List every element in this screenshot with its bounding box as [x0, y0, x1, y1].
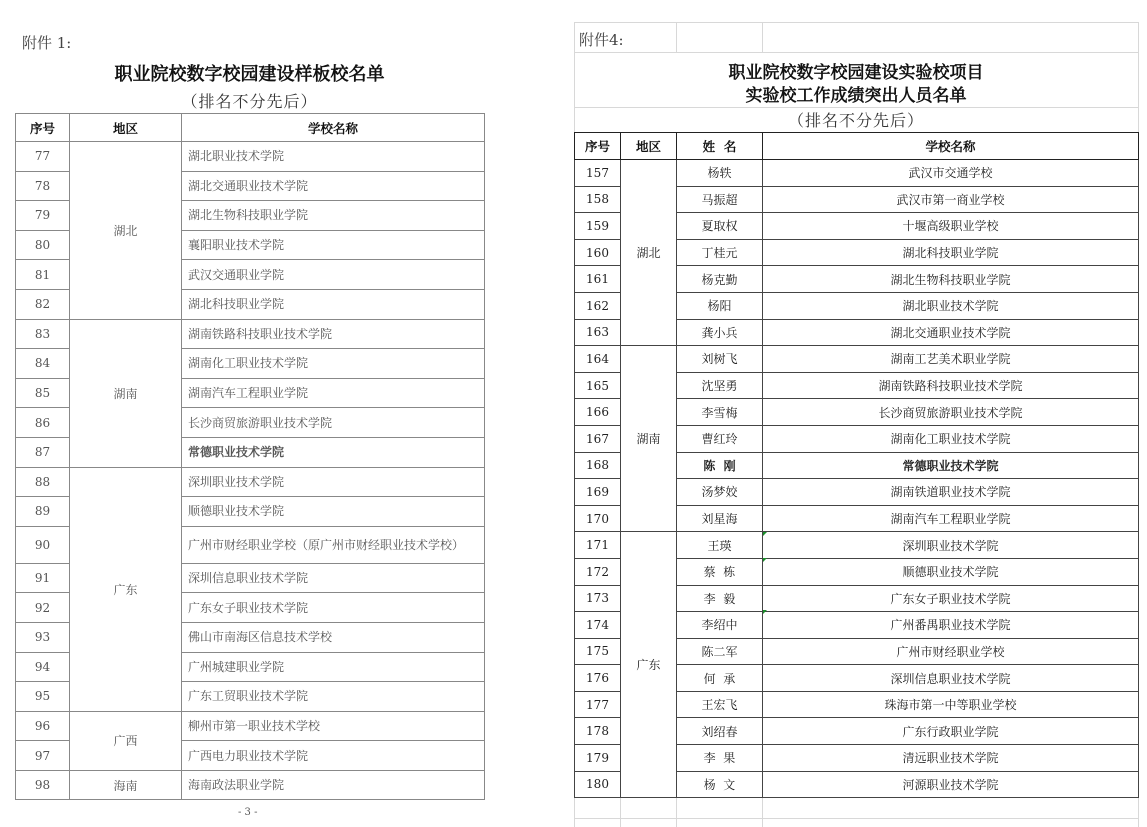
row-number: 84	[16, 349, 70, 379]
table-header-row	[16, 114, 485, 142]
row-number: 95	[16, 682, 70, 712]
person-name: 李绍中	[677, 612, 763, 639]
row-number: 83	[16, 319, 70, 349]
row-number: 93	[16, 622, 70, 652]
header-number: 序号	[16, 114, 70, 142]
person-name: 蔡 栋	[677, 558, 763, 585]
person-name: 曹红玲	[677, 425, 763, 452]
school-list-table	[15, 113, 485, 800]
school-name: 湖南化工职业技术学院	[182, 349, 485, 379]
school-name: 广州市财经职业学校	[763, 638, 1139, 665]
header-number: 序号	[575, 133, 621, 160]
person-name: 王宏飞	[677, 691, 763, 718]
school-name: 河源职业技术学院	[763, 771, 1139, 798]
row-number: 88	[16, 467, 70, 497]
school-name: 广东女子职业技术学院	[182, 593, 485, 623]
row-number: 175	[575, 638, 621, 665]
school-name: 常德职业技术学院	[182, 437, 485, 467]
table-row	[575, 532, 1139, 559]
school-name: 湖北职业技术学院	[182, 142, 485, 172]
school-name: 深圳信息职业技术学院	[763, 665, 1139, 692]
person-name: 沈坚勇	[677, 372, 763, 399]
row-number: 85	[16, 378, 70, 408]
row-number: 161	[575, 266, 621, 293]
region-cell: 湖北	[621, 160, 677, 346]
grid-line	[574, 22, 1138, 23]
row-number: 180	[575, 771, 621, 798]
grid-line	[762, 22, 763, 52]
school-name: 湖南汽车工程职业学院	[763, 505, 1139, 532]
person-name: 马振超	[677, 186, 763, 213]
school-name: 十堰高级职业学校	[763, 213, 1139, 240]
school-name: 湖北生物科技职业学院	[763, 266, 1139, 293]
region-cell: 湖北	[70, 142, 182, 320]
cell-comment-marker	[763, 532, 767, 536]
school-name: 广州城建职业学院	[182, 652, 485, 682]
school-name: 湖南铁路科技职业技术学院	[182, 319, 485, 349]
school-name: 深圳信息职业技术学院	[182, 563, 485, 593]
right-spreadsheet-page	[560, 0, 1147, 827]
grid-line	[1138, 797, 1139, 827]
attachment-label: 附件4:	[579, 31, 624, 49]
person-name: 杨 文	[677, 771, 763, 798]
row-number: 97	[16, 741, 70, 771]
document-subtitle: （排名不分先后）	[181, 92, 318, 111]
person-name: 龚小兵	[677, 319, 763, 346]
school-name: 顺德职业技术学院	[182, 497, 485, 527]
document-title-line2: 实验校工作成绩突出人员名单	[745, 86, 967, 106]
school-name: 襄阳职业技术学院	[182, 230, 485, 260]
school-name: 深圳职业技术学院	[182, 467, 485, 497]
document-title: 职业院校数字校园建设样板校名单	[114, 64, 385, 85]
school-name: 广州番禺职业技术学院	[763, 612, 1139, 639]
row-number: 167	[575, 425, 621, 452]
region-cell: 湖南	[621, 346, 677, 532]
attachment-label: 附件 1:	[22, 34, 72, 52]
school-name: 湖南汽车工程职业学院	[182, 378, 485, 408]
school-name: 湖北生物科技职业学院	[182, 201, 485, 231]
row-number: 170	[575, 505, 621, 532]
row-number: 81	[16, 260, 70, 290]
school-name: 武汉市交通学校	[763, 160, 1139, 187]
row-number: 78	[16, 171, 70, 201]
page-number: - 3 -	[238, 807, 258, 818]
grid-line	[574, 797, 575, 827]
school-name: 长沙商贸旅游职业技术学院	[763, 399, 1139, 426]
row-number: 159	[575, 213, 621, 240]
row-number: 163	[575, 319, 621, 346]
school-name: 湖南铁道职业技术学院	[763, 479, 1139, 506]
school-name: 佛山市南海区信息技术学校	[182, 622, 485, 652]
row-number: 94	[16, 652, 70, 682]
row-number: 89	[16, 497, 70, 527]
table-row	[16, 142, 485, 172]
cell-comment-marker	[763, 558, 767, 562]
school-name: 武汉交通职业学院	[182, 260, 485, 290]
row-number: 177	[575, 691, 621, 718]
table-row	[16, 711, 485, 741]
school-name: 深圳职业技术学院	[763, 532, 1139, 559]
row-number: 86	[16, 408, 70, 438]
table-row	[16, 770, 485, 800]
row-number: 87	[16, 437, 70, 467]
school-name: 湖北职业技术学院	[763, 292, 1139, 319]
row-number: 164	[575, 346, 621, 373]
grid-line	[676, 797, 677, 827]
cell-comment-marker	[763, 610, 767, 614]
staff-list-table	[574, 132, 1139, 798]
school-name: 海南政法职业学院	[182, 770, 485, 800]
row-number: 160	[575, 239, 621, 266]
row-number: 79	[16, 201, 70, 231]
left-document-page	[0, 0, 520, 827]
row-number: 179	[575, 745, 621, 772]
grid-line	[574, 818, 1138, 819]
region-cell: 广东	[621, 532, 677, 798]
school-name: 湖南铁路科技职业技术学院	[763, 372, 1139, 399]
person-name: 王瑛	[677, 532, 763, 559]
person-name: 杨轶	[677, 160, 763, 187]
person-name: 夏取权	[677, 213, 763, 240]
header-name: 姓 名	[677, 133, 763, 160]
school-name: 长沙商贸旅游职业技术学院	[182, 408, 485, 438]
row-number: 90	[16, 526, 70, 563]
row-number: 169	[575, 479, 621, 506]
header-region: 地区	[621, 133, 677, 160]
school-name: 广东工贸职业技术学院	[182, 682, 485, 712]
row-number: 157	[575, 160, 621, 187]
person-name: 李 毅	[677, 585, 763, 612]
school-name: 顺德职业技术学院	[763, 558, 1139, 585]
person-name: 李 果	[677, 745, 763, 772]
school-name: 湖南工艺美术职业学院	[763, 346, 1139, 373]
row-number: 91	[16, 563, 70, 593]
row-number: 77	[16, 142, 70, 172]
school-name: 湖北科技职业学院	[182, 289, 485, 319]
school-name: 常德职业技术学院	[763, 452, 1139, 479]
person-name: 杨克勤	[677, 266, 763, 293]
table-row	[575, 160, 1139, 187]
table-row	[16, 467, 485, 497]
school-name: 广西电力职业技术学院	[182, 741, 485, 771]
school-name: 柳州市第一职业技术学校	[182, 711, 485, 741]
school-name: 武汉市第一商业学校	[763, 186, 1139, 213]
grid-line	[676, 22, 677, 52]
region-cell: 广西	[70, 711, 182, 770]
header-school-name: 学校名称	[763, 133, 1139, 160]
row-number: 166	[575, 399, 621, 426]
header-region: 地区	[70, 114, 182, 142]
row-number: 173	[575, 585, 621, 612]
grid-line	[762, 797, 763, 827]
school-name: 湖北交通职业技术学院	[763, 319, 1139, 346]
row-number: 162	[575, 292, 621, 319]
school-name: 清远职业技术学院	[763, 745, 1139, 772]
header-school-name: 学校名称	[182, 114, 485, 142]
person-name: 汤梦姣	[677, 479, 763, 506]
row-number: 98	[16, 770, 70, 800]
school-name: 湖北交通职业技术学院	[182, 171, 485, 201]
person-name: 何 承	[677, 665, 763, 692]
table-header-row	[575, 133, 1139, 160]
person-name: 陈二军	[677, 638, 763, 665]
school-name: 广东女子职业技术学院	[763, 585, 1139, 612]
region-cell: 海南	[70, 770, 182, 800]
row-number: 158	[575, 186, 621, 213]
row-number: 96	[16, 711, 70, 741]
person-name: 丁桂元	[677, 239, 763, 266]
row-number: 82	[16, 289, 70, 319]
document-subtitle: （排名不分先后）	[787, 111, 924, 130]
row-number: 172	[575, 558, 621, 585]
grid-line	[1138, 22, 1139, 132]
person-name: 杨阳	[677, 292, 763, 319]
document-title-line1: 职业院校数字校园建设实验校项目	[728, 63, 984, 83]
school-name: 珠海市第一中等职业学校	[763, 691, 1139, 718]
row-number: 92	[16, 593, 70, 623]
row-number: 176	[575, 665, 621, 692]
school-name: 广东行政职业学院	[763, 718, 1139, 745]
row-number: 174	[575, 612, 621, 639]
person-name: 刘树飞	[677, 346, 763, 373]
row-number: 178	[575, 718, 621, 745]
region-cell: 广东	[70, 467, 182, 711]
person-name: 刘绍春	[677, 718, 763, 745]
person-name: 李雪梅	[677, 399, 763, 426]
person-name: 刘星海	[677, 505, 763, 532]
region-cell: 湖南	[70, 319, 182, 467]
table-row	[575, 346, 1139, 373]
table-row	[16, 319, 485, 349]
person-name: 陈 刚	[677, 452, 763, 479]
row-number: 165	[575, 372, 621, 399]
school-name: 广州市财经职业学校（原广州市财经职业技术学校）	[182, 526, 485, 563]
school-name: 湖北科技职业学院	[763, 239, 1139, 266]
grid-line	[620, 797, 621, 827]
row-number: 168	[575, 452, 621, 479]
grid-line	[574, 52, 1138, 53]
row-number: 171	[575, 532, 621, 559]
school-name: 湖南化工职业技术学院	[763, 425, 1139, 452]
row-number: 80	[16, 230, 70, 260]
